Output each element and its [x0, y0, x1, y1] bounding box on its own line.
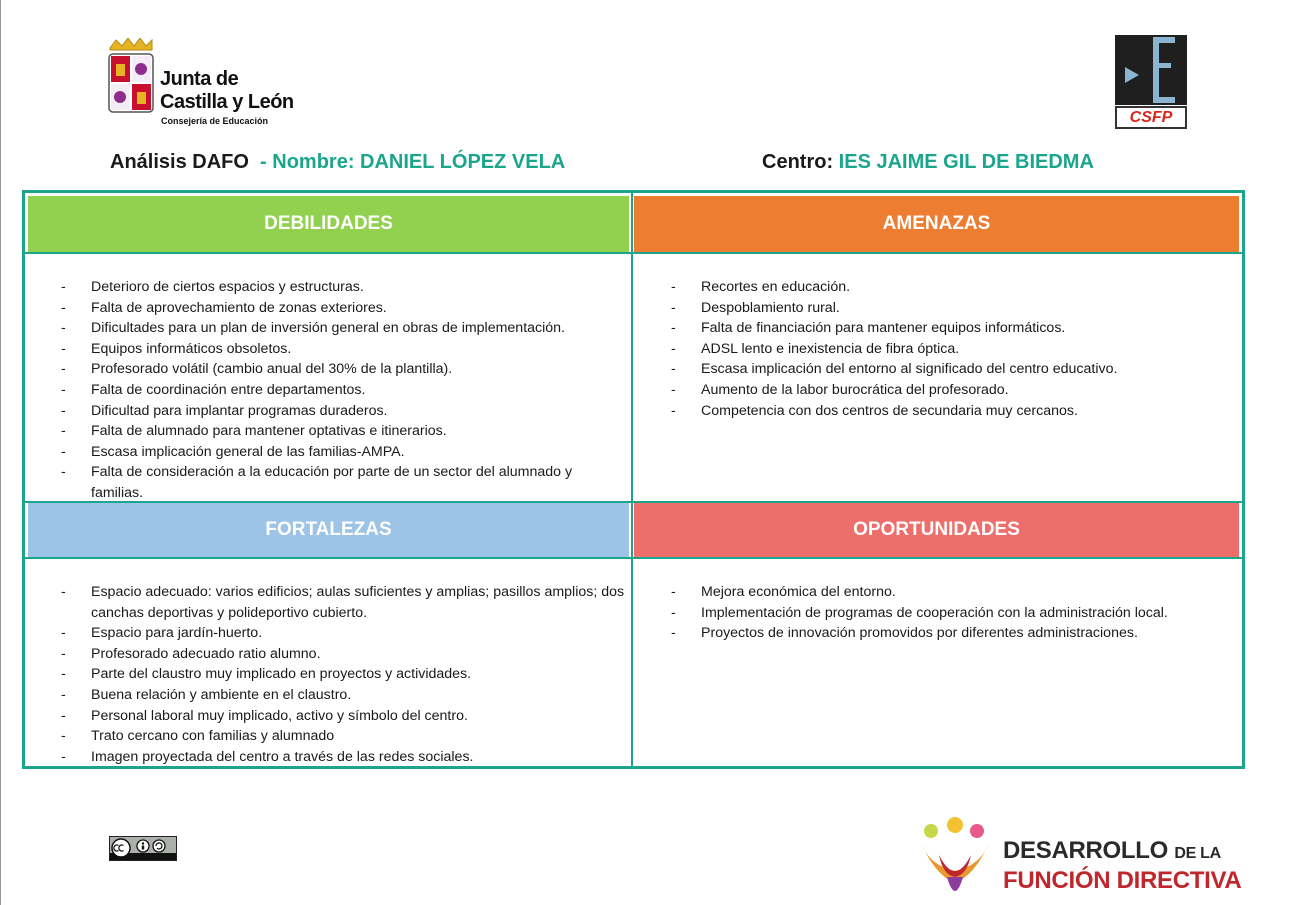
divider-line — [25, 557, 1242, 559]
footer-title-line1 — [1003, 837, 1221, 865]
dafo-header-right — [762, 151, 1094, 174]
amenazas-list — [639, 277, 1237, 421]
dafo-table — [22, 190, 1245, 769]
list-item: - Espacio para jardín-huerto. — [29, 623, 627, 644]
fortalezas-header: FORTALEZAS — [28, 503, 629, 557]
cc-by-sa-icon — [110, 837, 176, 860]
csfp-label: CSFP — [1115, 106, 1187, 129]
page-title: Análisis DAFO — [110, 151, 249, 173]
fortalezas-list — [29, 582, 627, 767]
list-item: - Parte del claustro muy implicado en proyectos y actividades. — [29, 664, 627, 685]
list-item: - Proyectos de innovación promovidos por diferentes administraciones. — [639, 623, 1237, 644]
footer-title-main: DESARROLLO — [1003, 837, 1169, 864]
list-item: - Competencia con dos centros de secundaria muy cercanos. — [639, 401, 1237, 422]
people-figure-icon — [915, 815, 995, 905]
divider-line — [25, 252, 1242, 254]
list-item: - Falta de financiación para mantener equipos informáticos. — [639, 318, 1237, 339]
oportunidades-list — [639, 582, 1237, 644]
debilidades-list — [29, 277, 627, 504]
list-item: - ADSL lento e inexistencia de fibra óptica. — [639, 339, 1237, 360]
list-item: - Imagen proyectada del centro a través de las redes sociales. — [29, 747, 627, 768]
csfp-mark-icon — [1115, 35, 1187, 105]
funcion-directiva-logo — [915, 815, 1275, 905]
junta-line2: Castilla y León — [160, 91, 294, 113]
junta-logo — [106, 38, 316, 133]
list-item: - Escasa implicación del entorno al significado del centro educativo. — [639, 359, 1237, 380]
center-value: IES JAIME GIL DE BIEDMA — [838, 151, 1094, 173]
list-item: - Recortes en educación. — [639, 277, 1237, 298]
list-item: - Deterioro de ciertos espacios y estructuras. — [29, 277, 627, 298]
creative-commons-badge — [109, 836, 177, 861]
list-item: - Implementación de programas de cooperación con la administración local. — [639, 603, 1237, 624]
oportunidades-header: OPORTUNIDADES — [634, 503, 1239, 557]
csfp-mark — [1115, 35, 1187, 105]
list-item: - Dificultades para un plan de inversión general en obras de implementación. — [29, 318, 627, 339]
list-item: - Profesorado adecuado ratio alumno. — [29, 644, 627, 665]
list-item: - Trato cercano con familias y alumnado — [29, 726, 627, 747]
list-item: - Falta de consideración a la educación por parte de un sector del alumnado y familias. — [29, 462, 627, 503]
csfp-logo — [1115, 35, 1187, 128]
divider-line — [631, 193, 633, 766]
junta-line1: Junta de — [160, 68, 239, 90]
list-item: - Escasa implicación general de las familias-AMPA. — [29, 442, 627, 463]
list-item: - Dificultad para implantar programas duraderos. — [29, 401, 627, 422]
list-item: - Equipos informáticos obsoletos. — [29, 339, 627, 360]
list-item: - Buena relación y ambiente en el claustro. — [29, 685, 627, 706]
page-edge-rule — [0, 0, 1, 905]
amenazas-body — [639, 277, 1237, 421]
footer-title-line2: FUNCIÓN DIRECTIVA — [1003, 867, 1242, 894]
debilidades-header: DEBILIDADES — [28, 196, 629, 252]
list-item: - Falta de coordinación entre departamentos. — [29, 380, 627, 401]
dafo-header-left — [110, 151, 565, 174]
debilidades-body — [29, 277, 627, 504]
fortalezas-body — [29, 582, 627, 767]
oportunidades-body — [639, 582, 1237, 644]
list-item: - Profesorado volátil (cambio anual del 30% de la plantilla). — [29, 359, 627, 380]
coat-of-arms-icon — [106, 38, 156, 116]
center-label: Centro: — [762, 151, 834, 173]
list-item: - Mejora económica del entorno. — [639, 582, 1237, 603]
student-name: - Nombre: DANIEL LÓPEZ VELA — [260, 151, 566, 173]
list-item: - Personal laboral muy implicado, activo y símbolo del centro. — [29, 706, 627, 727]
list-item: - Espacio adecuado: varios edificios; aulas suficientes y amplias; pasillos amplios; dos canchas deportivas y polideportivo cubierto. — [29, 582, 627, 623]
list-item: - Despoblamiento rural. — [639, 298, 1237, 319]
amenazas-header: AMENAZAS — [634, 196, 1239, 252]
footer-title-small: DE LA — [1174, 845, 1221, 862]
list-item: - Falta de aprovechamiento de zonas exteriores. — [29, 298, 627, 319]
junta-line3: Consejería de Educación — [161, 116, 269, 126]
list-item: - Aumento de la labor burocrática del profesorado. — [639, 380, 1237, 401]
list-item: - Falta de alumnado para mantener optativas e itinerarios. — [29, 421, 627, 442]
